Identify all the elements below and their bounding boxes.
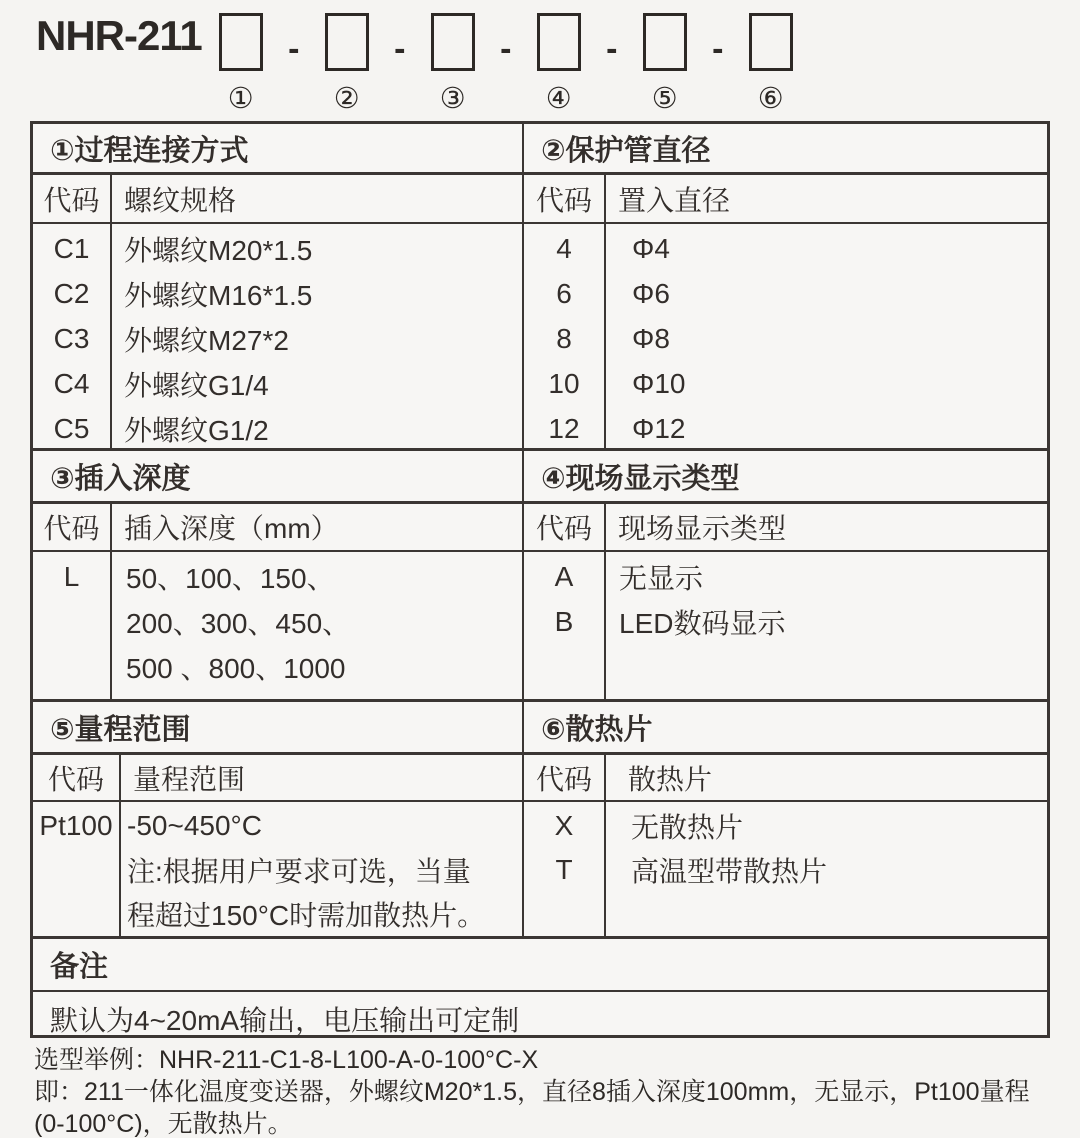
model-dash: - [394, 30, 406, 68]
value-header-cell: 现场显示类型 [618, 513, 787, 544]
code-column [33, 552, 112, 699]
section-heat-sink [522, 702, 1047, 936]
code-header-cell: 代码 [524, 175, 606, 222]
model-box-3 [431, 13, 475, 71]
ordering-example [34, 1044, 1030, 1138]
model-slot-4 [536, 4, 582, 116]
code-header-cell: 代码 [33, 175, 112, 222]
code-cell: X [554, 810, 574, 841]
model-position-label-5: ⑤ [651, 83, 678, 115]
code-column [524, 552, 606, 699]
model-slot-5 [642, 4, 688, 116]
value-cell: 无显示 [619, 562, 704, 594]
value-cell-line: 注:根据用户要求可选，当量 [127, 856, 471, 887]
model-position-label-2: ② [333, 83, 360, 115]
value-cell-line: 50、100、150、 [126, 562, 335, 594]
code-cell: L [63, 560, 80, 592]
value-column [606, 552, 1047, 699]
section-title: ⑥散热片 [524, 702, 1047, 755]
value-column [112, 224, 522, 448]
section-title: ③插入深度 [33, 451, 522, 504]
value-cell: 高温型带散热片 [631, 856, 828, 887]
value-header-cell: 插入深度（mm） [124, 513, 339, 544]
value-cell-line: -50~450°C [127, 810, 262, 841]
code-cell: C3 [53, 322, 90, 354]
code-cell: 8 [556, 322, 572, 354]
model-box-5 [643, 13, 687, 71]
value-header-cell: 置入直径 [618, 184, 731, 216]
section-protection-tube-diameter [522, 124, 1047, 448]
code-cell: 10 [548, 367, 580, 399]
value-cell: 外螺纹M27*2 [124, 324, 289, 356]
model-position-label-1: ① [227, 83, 254, 115]
remarks-content: 默认为4~20mA输出，电压输出可定制 [50, 1004, 520, 1036]
code-cell: C5 [53, 412, 90, 444]
model-box-1 [219, 13, 263, 71]
section-title: ⑤量程范围 [33, 702, 522, 755]
section-measuring-range [33, 702, 522, 936]
value-cell: Φ4 [632, 232, 670, 264]
section-title: ④现场显示类型 [524, 451, 1047, 504]
value-header-cell: 量程范围 [133, 763, 246, 795]
code-cell: Pt100 [39, 810, 113, 841]
value-cell: 外螺纹M20*1.5 [124, 234, 313, 266]
code-header-cell: 代码 [33, 755, 121, 800]
value-cell: Φ10 [632, 367, 686, 399]
code-cell: A [554, 560, 574, 592]
model-position-label-3: ③ [439, 83, 466, 115]
model-dash: - [288, 30, 300, 68]
value-header-cell: 散热片 [628, 763, 713, 795]
value-cell: 外螺纹G1/4 [124, 369, 269, 401]
value-cell: Φ6 [632, 277, 670, 309]
example-line-1: 选型举例：NHR-211-C1-8-L100-A-0-100°C-X [34, 1046, 539, 1074]
value-column [606, 802, 1047, 936]
value-header-cell: 螺纹规格 [124, 184, 237, 216]
example-line-3: (0-100°C)，无散热片。 [34, 1110, 293, 1138]
remarks-section [33, 939, 1047, 1045]
code-header-cell: 代码 [524, 755, 606, 800]
model-slot-3 [430, 4, 476, 116]
code-header-cell: 代码 [33, 504, 112, 550]
value-cell: Φ12 [632, 412, 686, 444]
value-column [121, 802, 522, 936]
code-cell: T [555, 854, 573, 885]
model-slots [218, 4, 794, 116]
model-position-label-6: ⑥ [757, 83, 784, 115]
value-column [112, 552, 522, 699]
table-group-2 [33, 448, 1047, 699]
model-box-2 [325, 13, 369, 71]
code-cell: 12 [548, 412, 580, 444]
code-cell: 4 [556, 232, 572, 264]
table-group-1 [33, 124, 1047, 448]
value-column [606, 224, 1047, 448]
model-position-label-4: ④ [545, 83, 572, 115]
section-insertion-depth [33, 451, 522, 699]
value-cell: Φ8 [632, 322, 670, 354]
table-group-3 [33, 699, 1047, 936]
code-cell: C4 [53, 367, 90, 399]
code-cell: B [554, 605, 574, 637]
code-cell: 6 [556, 277, 572, 309]
value-cell: 无散热片 [631, 812, 744, 843]
model-dash: - [712, 30, 724, 68]
code-column [33, 802, 121, 936]
model-box-4 [537, 13, 581, 71]
code-cell: C1 [53, 232, 90, 264]
model-dash: - [606, 30, 618, 68]
selection-table [30, 121, 1050, 1038]
section-title: ②保护管直径 [524, 124, 1047, 175]
code-column [524, 224, 606, 448]
value-cell-line: 200、300、450、 [126, 607, 351, 639]
value-cell-line: 500 、800、1000 [126, 652, 346, 684]
section-title: ①过程连接方式 [33, 124, 522, 175]
section-process-connection [33, 124, 522, 448]
code-cell: C2 [53, 277, 90, 309]
model-slot-6 [748, 4, 794, 116]
value-cell-line: 程超过150°C时需加散热片。 [127, 900, 486, 931]
code-header-cell: 代码 [524, 504, 606, 550]
code-column [524, 802, 606, 936]
model-box-6 [749, 13, 793, 71]
section-display-type [522, 451, 1047, 699]
model-dash: - [500, 30, 512, 68]
code-column [33, 224, 112, 448]
value-cell: 外螺纹G1/2 [124, 414, 269, 446]
model-code-diagram [36, 4, 794, 116]
model-slot-2 [324, 4, 370, 116]
value-cell: 外螺纹M16*1.5 [124, 279, 313, 311]
value-cell: LED数码显示 [619, 607, 786, 639]
model-prefix: NHR-211 [36, 12, 202, 59]
model-slot-1 [218, 4, 264, 116]
remarks-group [33, 936, 1047, 1045]
example-line-2: 即：211一体化温度变送器，外螺纹M20*1.5，直径8插入深度100mm，无显示，Pt100量程 [34, 1078, 1030, 1106]
remarks-title: 备注 [33, 939, 1047, 992]
